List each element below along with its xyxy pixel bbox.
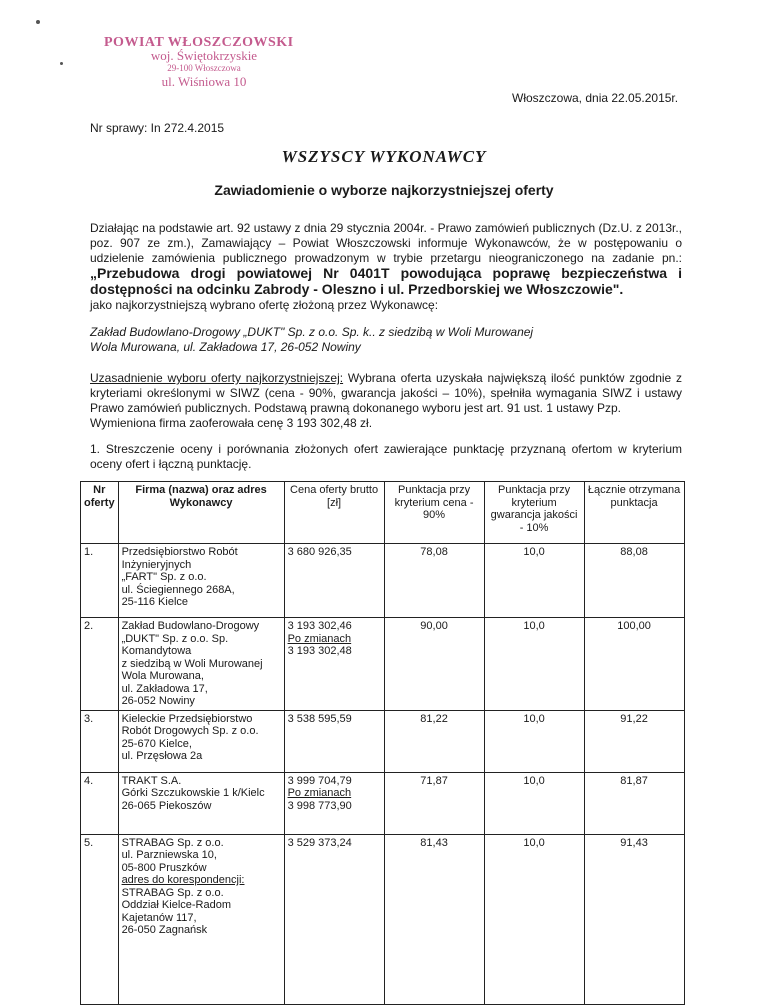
cell-firm	[118, 772, 284, 834]
stamp-line-4: ul. Wiśniowa 10	[161, 74, 247, 89]
table-row	[81, 710, 685, 772]
intro-tail: jako najkorzystniejszą wybrano ofertę złożoną przez Wykonawcę:	[90, 298, 439, 312]
project-name: „Przebudowa drogi powiatowej Nr 0401T powodująca poprawę bezpieczeństwa i dostępności na odcinku Zabrody - Oleszno i ul. Przedborskiej we Włoszczowie".	[90, 265, 682, 297]
price-line: 3 193 302,48	[287, 645, 352, 657]
cell-price	[284, 710, 384, 772]
firm-line: Robót Drogowych Sp. z o.o.	[121, 725, 259, 737]
price-line: Po zmianach	[287, 632, 352, 645]
firm-line: ul. Ściegiennego 268A,	[121, 583, 235, 596]
cell-total: 91,43	[584, 834, 684, 1004]
firm-line: „FART" Sp. z o.o.	[121, 571, 207, 583]
cell-price	[284, 834, 384, 1004]
cell-firm	[118, 544, 284, 618]
header-firm: Firma (nazwa) oraz adres Wykonawcy	[118, 482, 284, 544]
price-line: 3 998 773,90	[287, 799, 352, 812]
firm-line: Inżynieryjnych	[121, 558, 192, 571]
firm-line: Górki Szczukowskie 1 k/Kielc	[121, 787, 265, 799]
offers-table	[80, 481, 685, 1005]
firm-line: z siedzibą w Woli Murowanej	[121, 657, 263, 670]
price-line: 3 999 704,79	[287, 774, 352, 787]
cell-price	[284, 544, 384, 618]
scan-dot	[36, 20, 40, 24]
firm-line: ul. Zakładowa 17,	[121, 682, 208, 695]
cell-nr: 5.	[81, 834, 119, 1004]
table-row	[81, 834, 685, 1004]
firm-line: 26-052 Nowiny	[121, 695, 195, 707]
firm-line: ul. Przęsłowa 2a	[121, 750, 203, 762]
cell-nr: 3.	[81, 710, 119, 772]
cell-total: 91,22	[584, 710, 684, 772]
firm-line: adres do korespondencji:	[121, 874, 245, 886]
firm-line: Komandytowa	[121, 645, 192, 657]
winner-line-1: Zakład Budowlano-Drogowy „DUKT" Sp. z o.o. Sp. k.. z siedzibą w Woli Murowanej	[90, 325, 534, 339]
firm-line: STRABAG Sp. z o.o.	[121, 836, 224, 849]
cell-firm	[118, 834, 284, 1004]
intro-text: Działając na podstawie art. 92 ustawy z dnia 29 stycznia 2004r. - Prawo zamówień publicznych (Dz.U. z 2013r., poz. 907 ze zm.), Zamawiający – Powiat Włoszczowski informuje Wykonawców, że w postępowaniu o udzielenie zamówienia publicznego prowadzonym w trybie przetargu nieograniczonego na zadanie pn.:	[90, 221, 682, 265]
office-stamp	[104, 36, 304, 88]
firm-line: „DUKT" Sp. z o.o. Sp.	[121, 632, 229, 645]
table-header-row	[81, 482, 685, 544]
price-line: 3 538 595,59	[287, 712, 352, 725]
header-price-points: Punktacja przy kryterium cena - 90%	[384, 482, 484, 544]
cell-total: 100,00	[584, 618, 684, 711]
header-nr: Nr oferty	[81, 482, 119, 544]
cell-total: 81,87	[584, 772, 684, 834]
stamp-line-3: 29-100 Włoszczowa	[167, 63, 241, 73]
scan-dot	[60, 62, 63, 65]
firm-line: 26-065 Piekoszów	[121, 799, 212, 812]
firm-line: 25-116 Kielce	[121, 596, 189, 608]
cell-warranty-points: 10,0	[484, 618, 584, 711]
price-line: 3 529 373,24	[287, 836, 352, 849]
firm-line: TRAKT S.A.	[121, 774, 182, 787]
cell-price	[284, 618, 384, 711]
firm-line: STRABAG Sp. z o.o.	[121, 886, 224, 899]
firm-line: Kajetanów 117,	[121, 911, 197, 924]
header-price: Cena oferty brutto [zł]	[284, 482, 384, 544]
intro-paragraph	[90, 221, 682, 313]
cell-nr: 2.	[81, 618, 119, 711]
cell-price-points: 81,43	[384, 834, 484, 1004]
price-line: Po zmianach	[287, 787, 352, 799]
cell-firm	[118, 618, 284, 711]
cell-warranty-points: 10,0	[484, 544, 584, 618]
stamp-line-2: woj. Świętokrzyskie	[150, 48, 258, 63]
document-subject: Zawiadomienie o wyborze najkorzystniejszej oferty	[214, 182, 554, 198]
cell-total: 88,08	[584, 544, 684, 618]
case-number: Nr sprawy: In 272.4.2015	[90, 121, 225, 135]
firm-line: 26-050 Zagnańsk	[121, 924, 208, 936]
firm-line: 05-800 Pruszków	[121, 861, 207, 874]
cell-warranty-points: 10,0	[484, 710, 584, 772]
justification-text: Wybrana oferta uzyskała największą ilość punktów zgodnie z kryteriami określonymi w SIWZ (cena - 90%, gwarancja jakości – 10%), spełniła wymagania SIWZ i ustawy Prawo zamówień publicznych. Podstawą prawną dokonanego wyboru jest art. 91 ust. 1 ustawy Pzp.	[90, 371, 682, 415]
header-warranty-points: Punktacja przy kryterium gwarancja jakości - 10%	[484, 482, 584, 544]
firm-line: Oddział Kielce-Radom	[121, 899, 231, 911]
firm-line: Wola Murowana,	[121, 670, 204, 682]
cell-nr: 1.	[81, 544, 119, 618]
price-line: 3 193 302,46	[287, 620, 352, 632]
cell-firm	[118, 710, 284, 772]
stamp-line-1: POWIAT WŁOSZCZOWSKI	[104, 35, 294, 50]
firm-line: 25-670 Kielce,	[121, 737, 192, 750]
cell-warranty-points: 10,0	[484, 772, 584, 834]
justification-paragraph	[90, 371, 682, 431]
cell-price-points: 81,22	[384, 710, 484, 772]
cell-warranty-points: 10,0	[484, 834, 584, 1004]
cell-nr: 4.	[81, 772, 119, 834]
addressee: WSZYSCY WYKONAWCY	[281, 147, 487, 166]
justification-label: Uzasadnienie wyboru oferty najkorzystniejszej:	[90, 371, 344, 385]
summary-heading: 1. Streszczenie oceny i porównania złożonych ofert zawierające punktację przyznaną ofertom w kryterium oceny ofert i łączną punktację.	[90, 442, 682, 471]
price-line: 3 680 926,35	[287, 546, 352, 558]
table-row	[81, 618, 685, 711]
cell-price-points: 90,00	[384, 618, 484, 711]
cell-price-points: 71,87	[384, 772, 484, 834]
cell-price-points: 78,08	[384, 544, 484, 618]
header-total: Łącznie otrzymana punktacja	[584, 482, 684, 544]
firm-line: Zakład Budowlano-Drogowy	[121, 620, 260, 632]
winner-line-2: Wola Murowana, ul. Zakładowa 17, 26-052 Nowiny	[90, 340, 361, 354]
table-row	[81, 772, 685, 834]
table-row	[81, 544, 685, 618]
cell-price	[284, 772, 384, 834]
place-date: Włoszczowa, dnia 22.05.2015r.	[512, 91, 679, 105]
winner-block	[90, 325, 690, 355]
firm-line: Kieleckie Przedsiębiorstwo	[121, 712, 253, 725]
offered-price: Wymieniona firma zaoferowała cenę 3 193 302,48 zł.	[90, 416, 373, 430]
firm-line: ul. Parzniewska 10,	[121, 849, 217, 861]
firm-line: Przedsiębiorstwo Robót	[121, 546, 238, 558]
